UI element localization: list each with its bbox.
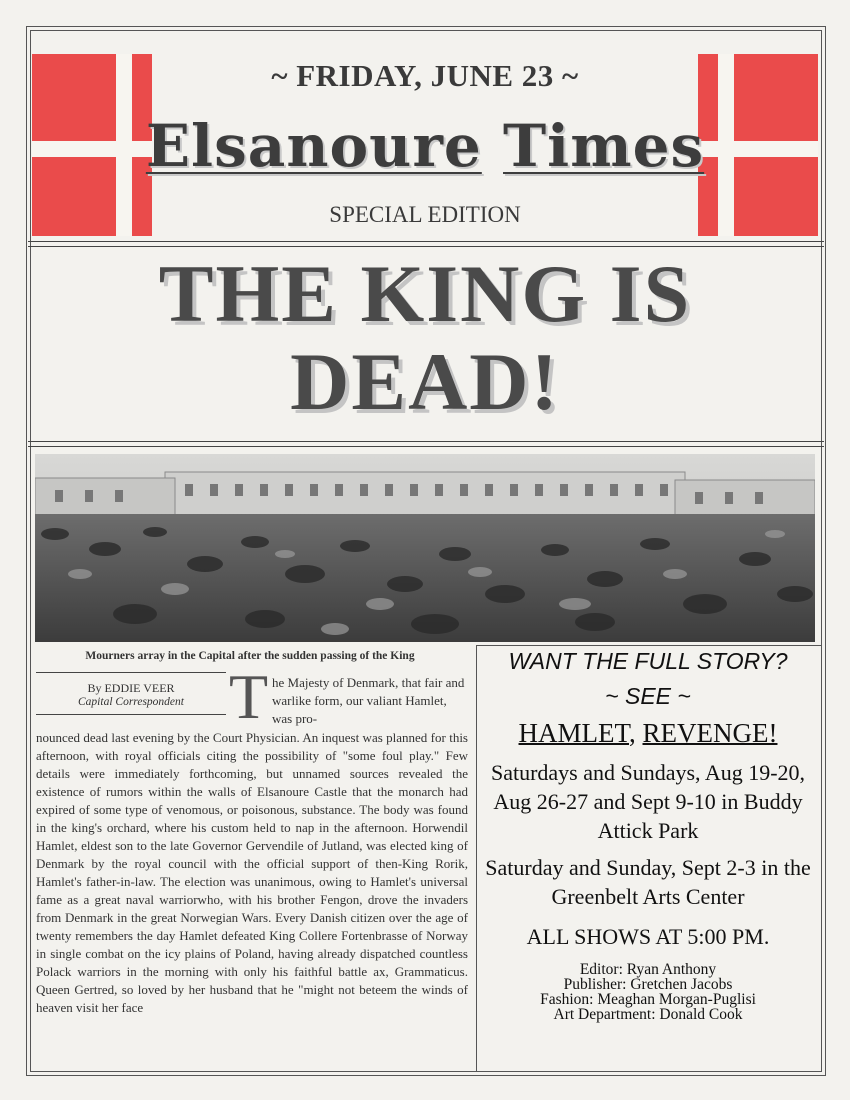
headline-line-1: THE KING IS [158, 248, 692, 339]
divider [28, 446, 824, 447]
edition-label: SPECIAL EDITION [329, 202, 521, 227]
promo-title-separator: , [629, 718, 643, 748]
promo-question: WANT THE FULL STORY? [508, 648, 788, 674]
headline [30, 250, 820, 426]
credit-publisher: Publisher: Gretchen Jacobs [563, 976, 733, 993]
promo-all-shows: ALL SHOWS AT 5:00 PM. [526, 924, 770, 949]
promo-title-part-1: HAMLET [518, 718, 629, 748]
promo-schedule-arts-center: Saturday and Sunday, Sept 2-3 in the Greenbelt Arts Center [485, 855, 811, 909]
masthead-word-2: Times [503, 112, 705, 180]
credit-editor: Editor: Ryan Anthony [579, 961, 717, 978]
crowd-photo-image [35, 454, 815, 642]
byline [36, 672, 226, 715]
divider [28, 441, 824, 442]
article-body: nounced dead last evening by the Court Physician. An inquest was planned for this afternoon, with royal officials citing the possibility of "some foul play." Few details were immediately forthcoming, but unnamed sources revealed the existence of rumors within the walls of Elsanoure Castle that the monarch had expired of some type of venomous, or poisonous, substance. The body was found in the king's orchard, where his custom held to nap in the afternoon. Horwendil Hamlet, eldest son to the late Governor Gervendile of Jutland, was elected king of Denmark by the royal council with the official support of then-King Rorik, Hamlet's father-in-law. The election was unanimous, owing to Hamlet's universal fame as a great naval warriorwho, with his brother Fengon, drove the invaders from Denmark in the great Norwegian Wars. Every Danish citizen over the age of twenty remembers the day Hamlet defeated King Collere Fortenbrasse of Norway in single combat on the icy plains of Poland, having already dispatched countless Polack warriors in the morning with only his faithful battle ax, Grammaticus. Queen Gertred, so loved by her husband that he "might not beteem the winds of heaven visit her face [36, 730, 468, 1015]
crowd-photo [35, 454, 815, 642]
promo-see: ~ SEE ~ [605, 683, 691, 709]
divider [28, 241, 824, 242]
byline-author: By EDDIE VEER [87, 681, 175, 695]
article-lead: he Majesty of Denmark, that fair and warlike form, our valiant Hamlet, was pro- [272, 675, 465, 726]
masthead [0, 112, 850, 180]
masthead-word-1: Elsanoure [145, 112, 482, 180]
divider [28, 246, 824, 247]
credit-fashion: Fashion: Meaghan Morgan-Puglisi [540, 991, 756, 1008]
promo-show-title [476, 718, 820, 749]
staff-credits [476, 962, 820, 1022]
issue-date: ~ FRIDAY, JUNE 23 ~ [271, 58, 579, 93]
credit-art: Art Department: Donald Cook [553, 1006, 743, 1023]
drop-cap: T [229, 661, 269, 732]
byline-role: Capital Correspondent [78, 696, 184, 708]
headline-line-2: DEAD! [290, 336, 560, 427]
photo-caption: Mourners array in the Capital after the sudden passing of the King [85, 650, 415, 662]
promo-schedule-park: Saturdays and Sundays, Aug 19-20, Aug 26-27 and Sept 9-10 in Buddy Attick Park [490, 760, 806, 843]
promo-title-part-2: REVENGE! [642, 718, 778, 748]
